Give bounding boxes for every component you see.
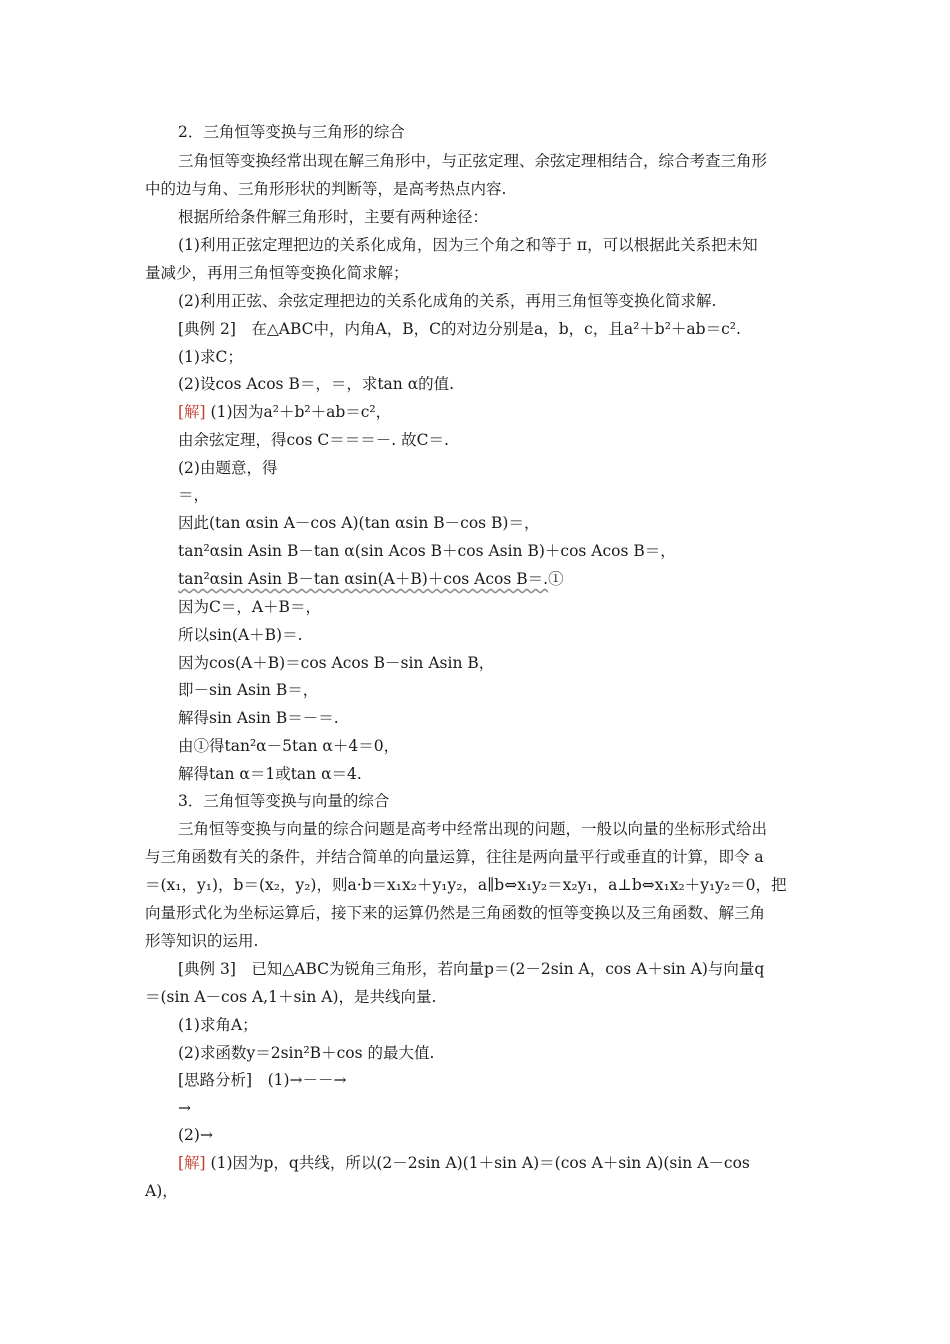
paragraph-line: (1)利用正弦定理把边的关系化成角，因为三个角之和等于 π，可以根据此关系把未知 <box>178 236 758 254</box>
paragraph-line: 三角恒等变换经常出现在解三角形中，与正弦定理、余弦定理相结合，综合考查三角形 <box>178 152 768 170</box>
example-3-statement: ＝(sin A－cos A,1＋sin A)，是共线向量. <box>145 988 437 1006</box>
math-step-marked <box>178 568 564 590</box>
math-step: tan²αsin Asin B－tan α(sin Acos B＋cos Asin B)＋cos Acos B＝， <box>178 542 676 560</box>
paragraph-line: ＝(x₁，y₁)，b＝(x₂，y₂)，则a·b＝x₁x₂＋y₁y₂，a∥b⇔x₁y₂＝x₂y₁，a⊥b⇔x₁x₂＋y₁y₂＝0，把 <box>145 876 787 894</box>
wavy-underlined-equation: tan²αsin Asin B－tan αsin(A＋B)＋cos Acos B＝. <box>178 570 549 588</box>
math-step: 解得tan α＝1或tan α＝4. <box>178 765 362 783</box>
math-step: (2)由题意，得 <box>178 459 278 477</box>
math-step: 所以sin(A＋B)＝. <box>178 626 303 644</box>
question-line: (2)设cos Acos B＝，＝，求tan α的值. <box>178 375 455 393</box>
solution-line <box>178 401 391 423</box>
paragraph-line: 向量形式化为坐标运算后，接下来的运算仍然是三角函数的恒等变换以及三角函数、解三角 <box>145 904 766 922</box>
example-2-statement: [典例 2] 在△ABC中，内角A，B，C的对边分别是a，b，c，且a²＋b²＋ab＝c². <box>178 320 741 338</box>
question-line: (1)求角A； <box>178 1016 258 1034</box>
paragraph-line: 形等知识的运用. <box>145 932 259 950</box>
question-line: (2)求函数y＝2sin²B＋cos 的最大值. <box>178 1044 435 1062</box>
analysis-line: [思路分析] (1)→－－→ <box>178 1071 347 1089</box>
solution-line: A)， <box>145 1182 178 1200</box>
math-step: 因此(tan αsin A－cos A)(tan αsin B－cos B)＝， <box>178 514 540 532</box>
math-step: 由①得tan²α－5tan α＋4＝0， <box>178 737 400 755</box>
section-heading-2: 2．三角恒等变换与三角形的综合 <box>178 123 405 141</box>
math-step: 因为C＝，A＋B＝， <box>178 598 321 616</box>
section-heading-3: 3．三角恒等变换与向量的综合 <box>178 792 390 810</box>
math-step: 由余弦定理，得cos C＝＝＝－. 故C＝. <box>178 431 449 449</box>
circled-number-one: ① <box>548 570 564 588</box>
analysis-line: (2)→ <box>178 1126 213 1144</box>
solution-line <box>178 1152 750 1174</box>
math-step: 解得sin Asin B＝－＝. <box>178 709 339 727</box>
solution-label: [解] <box>178 403 206 421</box>
paragraph-line: 三角恒等变换与向量的综合问题是高考中经常出现的问题，一般以向量的坐标形式给出 <box>178 820 768 838</box>
paragraph-line: 量减少，再用三角恒等变换化简求解； <box>145 264 409 282</box>
solution-text: (1)因为a²＋b²＋ab＝c²， <box>210 403 392 421</box>
analysis-line: → <box>178 1099 191 1117</box>
math-step: ＝， <box>178 486 210 504</box>
solution-label: [解] <box>178 1154 206 1172</box>
paragraph-line: 根据所给条件解三角形时，主要有两种途径： <box>178 208 489 226</box>
math-step: 即－sin Asin B＝， <box>178 681 319 699</box>
solution-text: (1)因为p，q共线，所以(2－2sin A)(1＋sin A)＝(cos A＋sin A)(sin A－cos <box>210 1154 750 1172</box>
paragraph-line: 与三角函数有关的条件，并结合简单的向量运算，往往是两向量平行或垂直的计算，即令 a <box>145 848 764 866</box>
math-step: 因为cos(A＋B)＝cos Acos B－sin Asin B， <box>178 654 495 672</box>
paragraph-line: (2)利用正弦、余弦定理把边的关系化成角的关系，再用三角恒等变换化简求解. <box>178 292 717 310</box>
paragraph-line: 中的边与角、三角形形状的判断等，是高考热点内容. <box>145 180 507 198</box>
question-line: (1)求C； <box>178 348 243 366</box>
example-3-statement: [典例 3] 已知△ABC为锐角三角形，若向量p＝(2－2sin A，cos A＋sin A)与向量q <box>178 960 765 978</box>
